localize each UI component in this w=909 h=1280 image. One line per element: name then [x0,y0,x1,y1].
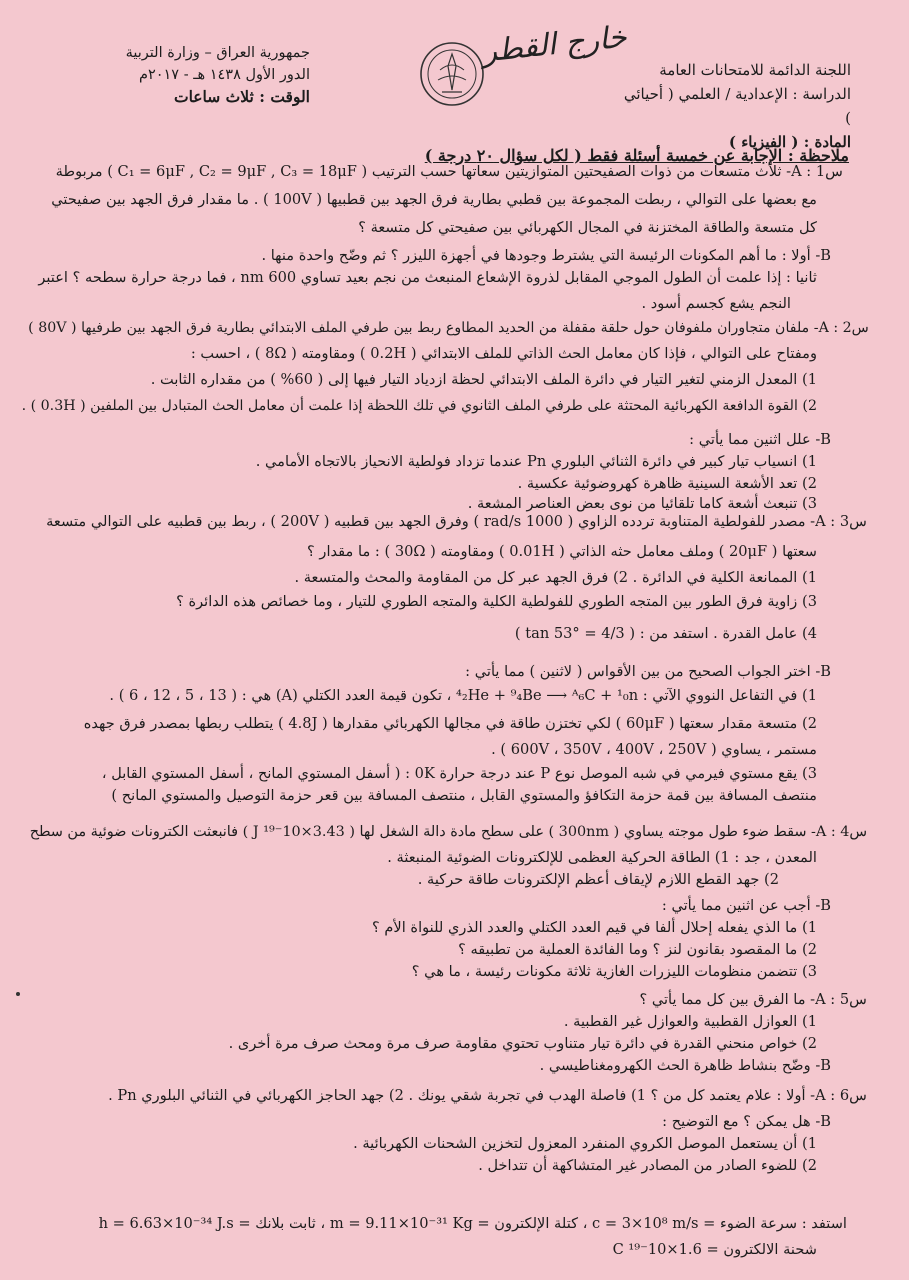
instructions-note: ملاحظة : الإجابة عن خمسة أسئلة فقط ( لكل سؤال ٢٠ درجة ) [424,146,849,165]
question-line: س5 : A- ما الفرق بين كل مما يأتي ؟ [639,991,867,1008]
question-line: مستمر ، يساوي ( 600V ، 350V ، 400V ، 250V ) . [491,741,817,758]
question-line: B- هل يمكن ؟ مع التوضيح : [662,1113,831,1130]
study-branch: الدراسة : الإعدادية / العلمي ( أحيائي ) [623,85,851,127]
question-line: 2) جهد القطع اللازم لإيقاف أعظم الإلكترونات طاقة حركية . [417,871,779,888]
question-line: B- علل اثنين مما يأتي : [689,431,831,448]
question-line: ومفتاح على التوالي ، فإذا كان معامل الحث الذاتي للملف الابتدائي ( 0.2H ) ومقاومته ( 8Ω ) ، احسب : [190,345,817,362]
question-line: شحنة الالكترون = 1.6×10⁻¹⁹ C [612,1241,817,1258]
header-left [70,42,310,108]
subject: المادة : ( الفيزياء ) [728,133,851,151]
question-line: النجم يشع كجسم أسود . [641,295,791,312]
question-line: 1) انسياب تيار كبير في دائرة الثنائي البلوري Pn عندما تزداد فولطية الانحياز بالاتجاه الأمامي . [255,453,817,470]
question-line: 2) تعد الأشعة السينية ظاهرة كهروضوئية عكسية . [517,475,817,492]
question-line: س2 : A- ملفان متجاوران ملفوفان حول حلقة مقفلة من الحديد المطاوع ربط بين طرفي الملف الابتدائي بطارية فرق الجهد بين طرفيها ( 80V ) [28,320,869,336]
question-line: 1) الممانعة الكلية في الدائرة . 2) فرق الجهد عبر كل من المقاومة والمحث والمتسعة . [294,569,817,586]
question-line: 2) القوة الدافعة الكهربائية المحتثة على طرفي الملف الثانوي في تلك اللحظة إذا علمت أن معامل الحث المتبادل بين الملفين ( 0.3H ) . [21,398,817,414]
question-line: 1) أن يستعمل الموصل الكروي المنفرد المعزول لتخزين الشحنات الكهربائية . [353,1135,817,1152]
question-line: س3 : A- مصدر للفولطية المتناوبة تردده الزاوي ( 1000 rad/s ) وفرق الجهد بين قطبيه ( 200V ) ، ربط بين قطبيه على التوالي متسعة [46,513,867,530]
question-line: 2) متسعة مقدار سعتها ( 60μF ) لكي تختزن طاقة في مجالها الكهربائي مقدارها ( 4.8J ) يتطلب ربطها بمصدر فرق جهده [83,715,817,732]
svg-text:خارج القطر: خارج القطر [480,19,629,70]
question-line: منتصف المسافة بين قمة حزمة التكافؤ والمستوي القابل ، منتصف المسافة بين قعر حزمة التوصيل والمستوي المانح ) [111,787,817,804]
question-line: B- أولا : ما أهم المكونات الرئيسة التي يشترط وجودها في أجهزة الليزر ؟ ثم وضّح واحدة منها . [261,247,831,264]
question-line: ثانيا : إذا علمت أن الطول الموجي المقابل لذروة الإشعاع المنبعث من نجم بعيد تساوي 600 nm ، فما درجة حرارة سطحه ؟ اعتبر [38,269,817,286]
question-line: B- أجب عن اثنين مما يأتي : [661,897,831,914]
exam-time: الوقت : ثلاث ساعات [173,87,310,106]
handwritten-note [470,10,640,80]
question-line: 4) عامل القدرة . استفد من : ( tan 53° = 4/3 ) [514,625,817,642]
question-line: س6 : A- أولا : علام يعتمد كل من ؟ 1) فاصلة الهدب في تجربة شقي يونك . 2) جهد الحاجز الكهربائي في الثنائي البلوري Pn . [108,1087,867,1104]
question-line: استفد : سرعة الضوء = c = 3×10⁸ m/s ، كتلة الإلكترون = m = 9.11×10⁻³¹ Kg ، ثابت بلانك = h = 6.63×10⁻³⁴ J.s [98,1215,847,1232]
question-line: 1) المعدل الزمني لتغير التيار في دائرة الملف الابتدائي لحظة ازدياد التيار فيها إلى ( 60% ) من مقداره الثابت . [150,371,817,388]
question-line: B- اختر الجواب الصحيح من بين الأقواس ( لاثنين ) مما يأتي : [465,663,831,680]
question-line: 2) خواص منحني القدرة في دائرة تيار متناوب تحتوي مقاومة صرف مرة ومحث صرف مرة أخرى . [228,1035,817,1052]
question-line: س1 : A- ثلاث متسعات من ذوات الصفيحتين المتوازيتين سعاتها حسب الترتيب ( C₁ = 6μF , C₂ = 9μF , C₃ = 18μF ) مربوطة [55,163,843,180]
header-right [621,58,851,154]
question-line: 3) يقع مستوي فيرمي في شبه الموصل نوع P عند درجة حرارة 0K : ( أسفل المستوي المانح ، أسفل المستوي القابل ، [101,765,817,782]
question-line: 1) ما الذي يفعله إحلال ألفا في قيم العدد الكتلي والعدد الذري للنواة الأم ؟ [372,919,817,936]
question-line: 3) تنبعث أشعة كاما تلقائيا من نوى بعض العناصر المشعة . [467,495,817,512]
stray-mark [16,992,20,996]
question-line: مع بعضها على التوالي ، ربطت المجموعة بين قطبي بطارية فرق الجهد بين قطبيها ( 100V ) . ما مقدار فرق الجهد بين صفيحتي [51,191,817,208]
question-line: 1) العوازل القطبية والعوازل غير القطبية . [563,1013,817,1030]
question-line: المعدن ، جد : 1) الطاقة الحركية العظمى للإلكترونات الضوئية المنبعثة . [387,849,817,866]
exam-round: الدور الأول ١٤٣٨ هـ - ٢٠١٧م [138,67,310,83]
question-line: س4 : A- سقط ضوء طول موجته يساوي ( 300nm ) على سطح مادة دالة الشغل لها ( 3.43×10⁻¹⁹ J ) فانبعثت الكترونات ضوئية من سطح [29,824,867,840]
country-ministry: جمهورية العراق – وزارة التربية [125,45,310,61]
question-line: 2) ما المقصود بقانون لنز ؟ وما الفائدة العملية من تطبيقه ؟ [458,941,817,958]
question-line: سعتها ( 20μF ) وملف معامل حثه الذاتي ( 0.01H ) ومقاومته ( 30Ω ) : ما مقدار ؟ [307,543,817,560]
question-line: 3) تتضمن منظومات الليزرات الغازية ثلاثة مكونات رئيسة ، ما هي ؟ [411,963,817,980]
question-line: 1) في التفاعل النووي الآتي : ⁴₂He + ⁹₄Be ⟶ ᴬ₆C + ¹₀n ، تكون قيمة العدد الكتلي (A) هي : ( 13 ، 5 ، 12 ، 6 ) . [109,687,817,704]
committee-title: اللجنة الدائمة للامتحانات العامة [659,61,851,79]
question-line: 2) للضوء الصادر من المصادر غير المتشاكهة أن تتداخل . [478,1157,817,1174]
question-line: B- وضّح بنشاط ظاهرة الحث الكهرومغناطيسي . [539,1057,831,1074]
question-line: كل متسعة والطاقة المختزنة في المجال الكهربائي بين صفيحتي كل متسعة ؟ [358,219,817,236]
question-line: 3) زاوية فرق الطور بين المتجه الطوري للفولطية الكلية والمتجه الطوري للتيار ، وما خصائص هذه الدائرة ؟ [176,593,817,610]
